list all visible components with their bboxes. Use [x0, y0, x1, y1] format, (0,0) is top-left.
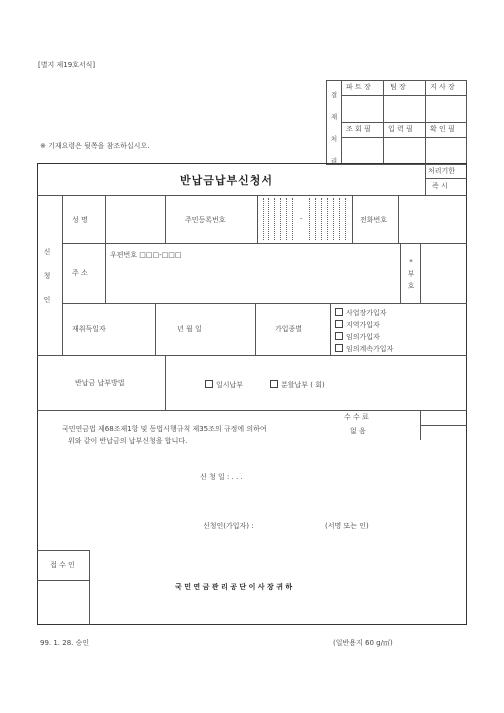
notice: ※ 기재요령은 뒷쪽을 참조하십시오. — [40, 142, 150, 150]
fee-label: 수 수 료 — [344, 413, 369, 421]
name-label: 성 명 — [72, 216, 88, 224]
addressee: 국 민 연 금 관 리 공 단 이 사 장 귀 하 — [175, 583, 293, 591]
phone-label: 전화번호 — [360, 216, 388, 224]
apply-date: 신 청 일 : . . . — [200, 473, 243, 481]
body-line-1: 국민연금법 제68조제1항 및 동법시행규칙 제35조의 규정에 의하여 — [62, 425, 267, 433]
postal-code: 우편번호 □□□-□□□ — [110, 251, 182, 259]
fee-value: 없 음 — [350, 427, 366, 435]
code-label: * 부 호 — [407, 258, 415, 290]
payment-option-2[interactable]: 분할납부 ( 회) — [270, 380, 325, 389]
approval-head-2: 팀 장 — [390, 83, 406, 91]
deadline-value: 즉 시 — [432, 182, 448, 190]
approval-check-1: 조 회 필 — [346, 125, 371, 133]
sign-hint: (서명 또는 인) — [325, 522, 369, 530]
payment-method-label: 반납금 납부방법 — [75, 379, 125, 387]
ymd-label: 년 월 일 — [177, 325, 202, 333]
form-title: 반납금납부신청서 — [180, 174, 274, 187]
form-number: [별지 제19호서식] — [38, 61, 96, 69]
join-option-2[interactable]: 지역가입자 — [335, 320, 380, 329]
resident-number-label: 주민등록번호 — [185, 216, 226, 224]
address-label: 주 소 — [72, 269, 88, 277]
receipt-label: 접 수 인 — [50, 561, 75, 569]
approval-check-2: 입 력 필 — [388, 125, 413, 133]
applicant-sign-label: 신청인(가입자) : — [203, 522, 254, 530]
dash: - — [300, 215, 303, 223]
reacquire-date-label: 재취득일자 — [72, 325, 106, 333]
approval-check-3: 확 인 필 — [430, 125, 455, 133]
footer-paper: (일반용지 60 g/㎡) — [333, 639, 393, 647]
footer-approval: 99. 1. 28. 승인 — [40, 639, 90, 647]
approval-head-1: 파 트 장 — [346, 83, 371, 91]
form-frame — [37, 163, 467, 625]
join-option-3[interactable]: 임의가입자 — [335, 332, 380, 341]
applicant-label: 신 청 인 — [43, 248, 51, 304]
approval-side-label: 결 재 처 리 — [330, 91, 338, 165]
body-line-2: 위와 같이 반납금의 납부신청을 합니다. — [68, 437, 188, 445]
join-option-4[interactable]: 임의계속가입자 — [335, 344, 393, 353]
join-option-1[interactable]: 사업장가입자 — [335, 308, 387, 317]
deadline-label: 처리기한 — [428, 167, 456, 175]
approval-head-3: 지 사 장 — [430, 83, 455, 91]
payment-option-1[interactable]: 일시납부 — [205, 380, 243, 389]
join-type-label: 가입종별 — [275, 325, 303, 333]
